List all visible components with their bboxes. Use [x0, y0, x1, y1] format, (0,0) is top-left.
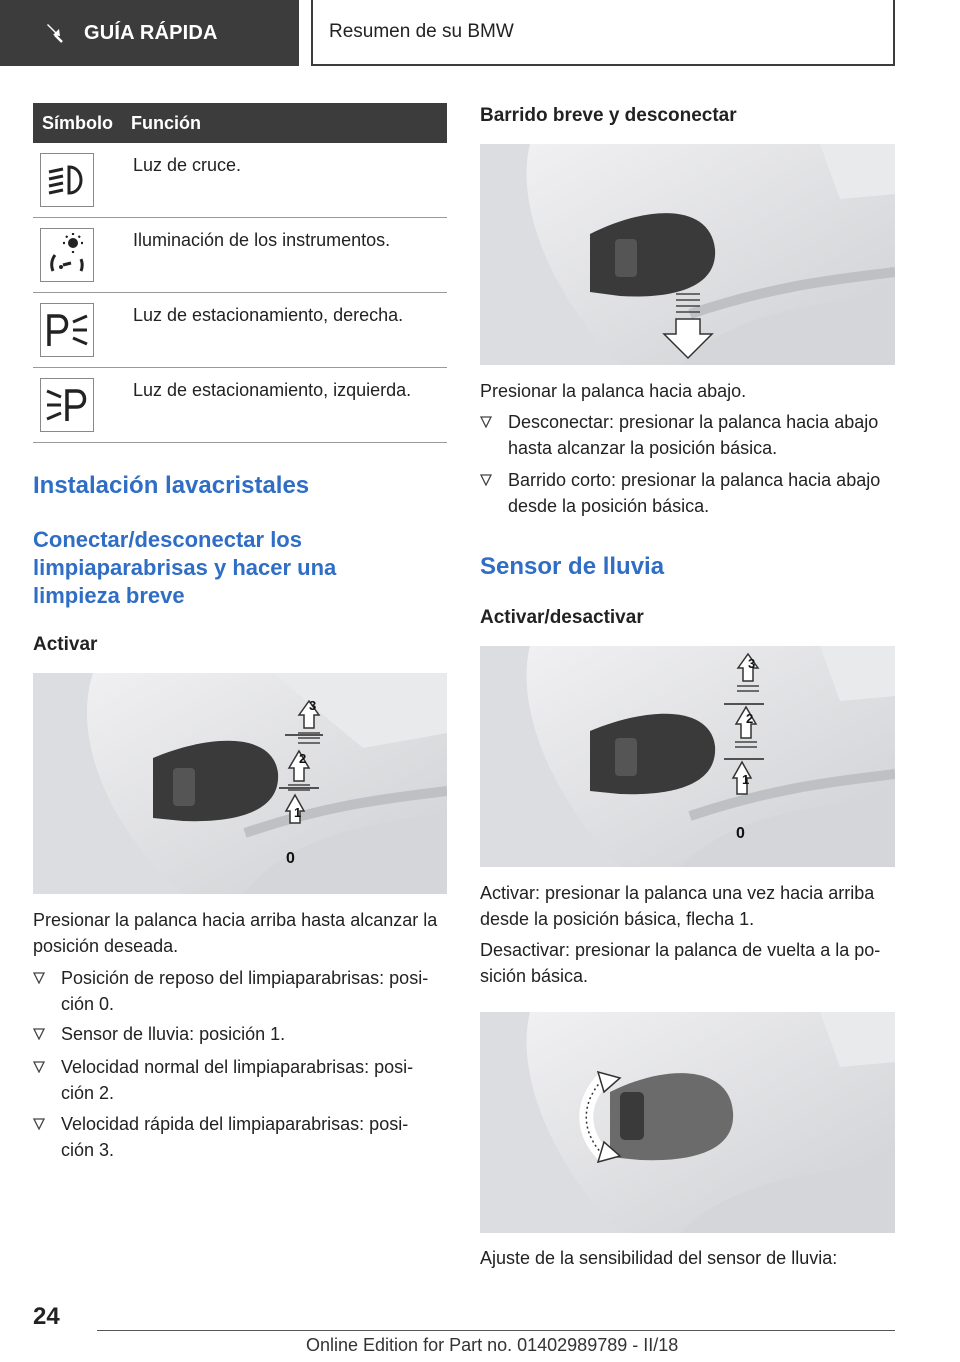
list-item: Posición de reposo del limpiaparabrisas: posi- ción 0.	[33, 965, 428, 1017]
list-item: Velocidad rápida del limpiaparabrisas: posi- ción 3.	[33, 1111, 408, 1163]
bullet-triangle-icon	[33, 972, 45, 984]
para-activate-line2: posición deseada.	[33, 936, 179, 956]
img-label-2: 2	[746, 711, 754, 726]
table-row	[33, 218, 447, 293]
para-activate-line1: Presionar la palanca hacia arriba hasta alcanzar la	[33, 910, 438, 930]
bullet-triangle-icon	[33, 1118, 45, 1130]
row-text: Luz de estacionamiento, izquierda.	[133, 380, 412, 400]
bullet-triangle-icon	[33, 1061, 45, 1073]
symbol-table	[33, 103, 447, 443]
para-activate-line1: Activar: presionar la palanca una vez hacia arriba	[480, 883, 875, 903]
row-text: Luz de estacionamiento, derecha.	[133, 305, 404, 325]
sensitivity-wheel-illustration	[480, 1012, 895, 1233]
list-item: Barrido corto: presionar la palanca hacia abajo desde la posición básica.	[480, 467, 880, 519]
symbol-table-header	[33, 103, 447, 143]
section-title: Resumen de su BMW	[329, 21, 514, 42]
bullet-triangle-icon	[480, 416, 492, 428]
img-label-3: 3	[309, 698, 317, 713]
heading-install: Instalación lavacristales	[33, 472, 310, 499]
para-press-down: Presionar la palanca hacia abajo.	[480, 381, 747, 401]
heading-wipers-line2: limpiaparabrisas y hacer una	[33, 555, 337, 580]
parking-light-left-icon	[40, 378, 94, 432]
bullet-triangle-icon	[480, 474, 492, 486]
low-beam-icon	[40, 153, 94, 207]
heading-brief-wipe: Barrido breve y desconectar	[480, 105, 737, 126]
img-label-2: 2	[299, 751, 307, 766]
section-title-box	[311, 0, 895, 66]
heading-on-off: Activar/desactivar	[480, 607, 644, 628]
img-label-1: 1	[294, 805, 302, 820]
img-label-1: 1	[742, 772, 750, 787]
heading-rain-sensor: Sensor de lluvia	[480, 553, 665, 580]
col-symbol: Símbolo	[42, 112, 113, 133]
rain-sensor-lever-illustration	[480, 646, 895, 867]
table-row	[33, 143, 447, 218]
bullet-triangle-icon	[33, 1028, 45, 1040]
table-row	[33, 293, 447, 368]
page-number: 24	[33, 1303, 60, 1330]
list-item: Sensor de lluvia: posición 1.	[33, 1021, 285, 1047]
img-label-0: 0	[286, 850, 295, 867]
img-label-0: 0	[736, 825, 745, 842]
edition-text: Online Edition for Part no. 01402989789 - II/18	[306, 1335, 679, 1355]
parking-light-right-icon	[40, 303, 94, 357]
table-row	[33, 368, 447, 443]
heading-wipers-line1: Conectar/desconectar los	[33, 527, 302, 552]
img-label-3: 3	[748, 656, 756, 671]
quick-guide-label: GUÍA RÁPIDA	[84, 21, 218, 44]
wiper-lever-up-illustration	[33, 673, 447, 894]
instrument-lighting-icon	[40, 228, 94, 282]
col-function: Función	[131, 112, 201, 133]
heading-wipers-line3: limpieza breve	[33, 583, 185, 608]
quick-guide-tab[interactable]	[0, 0, 299, 66]
pin-icon	[42, 21, 66, 45]
footer-divider	[97, 1330, 895, 1331]
heading-activate: Activar	[33, 634, 98, 655]
row-text: Luz de cruce.	[133, 155, 242, 175]
para-sensitivity: Ajuste de la sensibilidad del sensor de lluvia:	[480, 1248, 838, 1268]
list-item: Desconectar: presionar la palanca hacia abajo hasta alcanzar la posición básica.	[480, 409, 878, 461]
para-activate-line2: desde la posición básica, flecha 1.	[480, 909, 755, 929]
wiper-lever-down-illustration	[480, 144, 895, 365]
row-text: Iluminación de los instrumentos.	[133, 230, 391, 250]
para-deactivate-line2: sición básica.	[480, 966, 589, 986]
para-deactivate-line1: Desactivar: presionar la palanca de vuelta a la po-	[480, 940, 881, 960]
list-item: Velocidad normal del limpiaparabrisas: posi- ción 2.	[33, 1054, 413, 1106]
